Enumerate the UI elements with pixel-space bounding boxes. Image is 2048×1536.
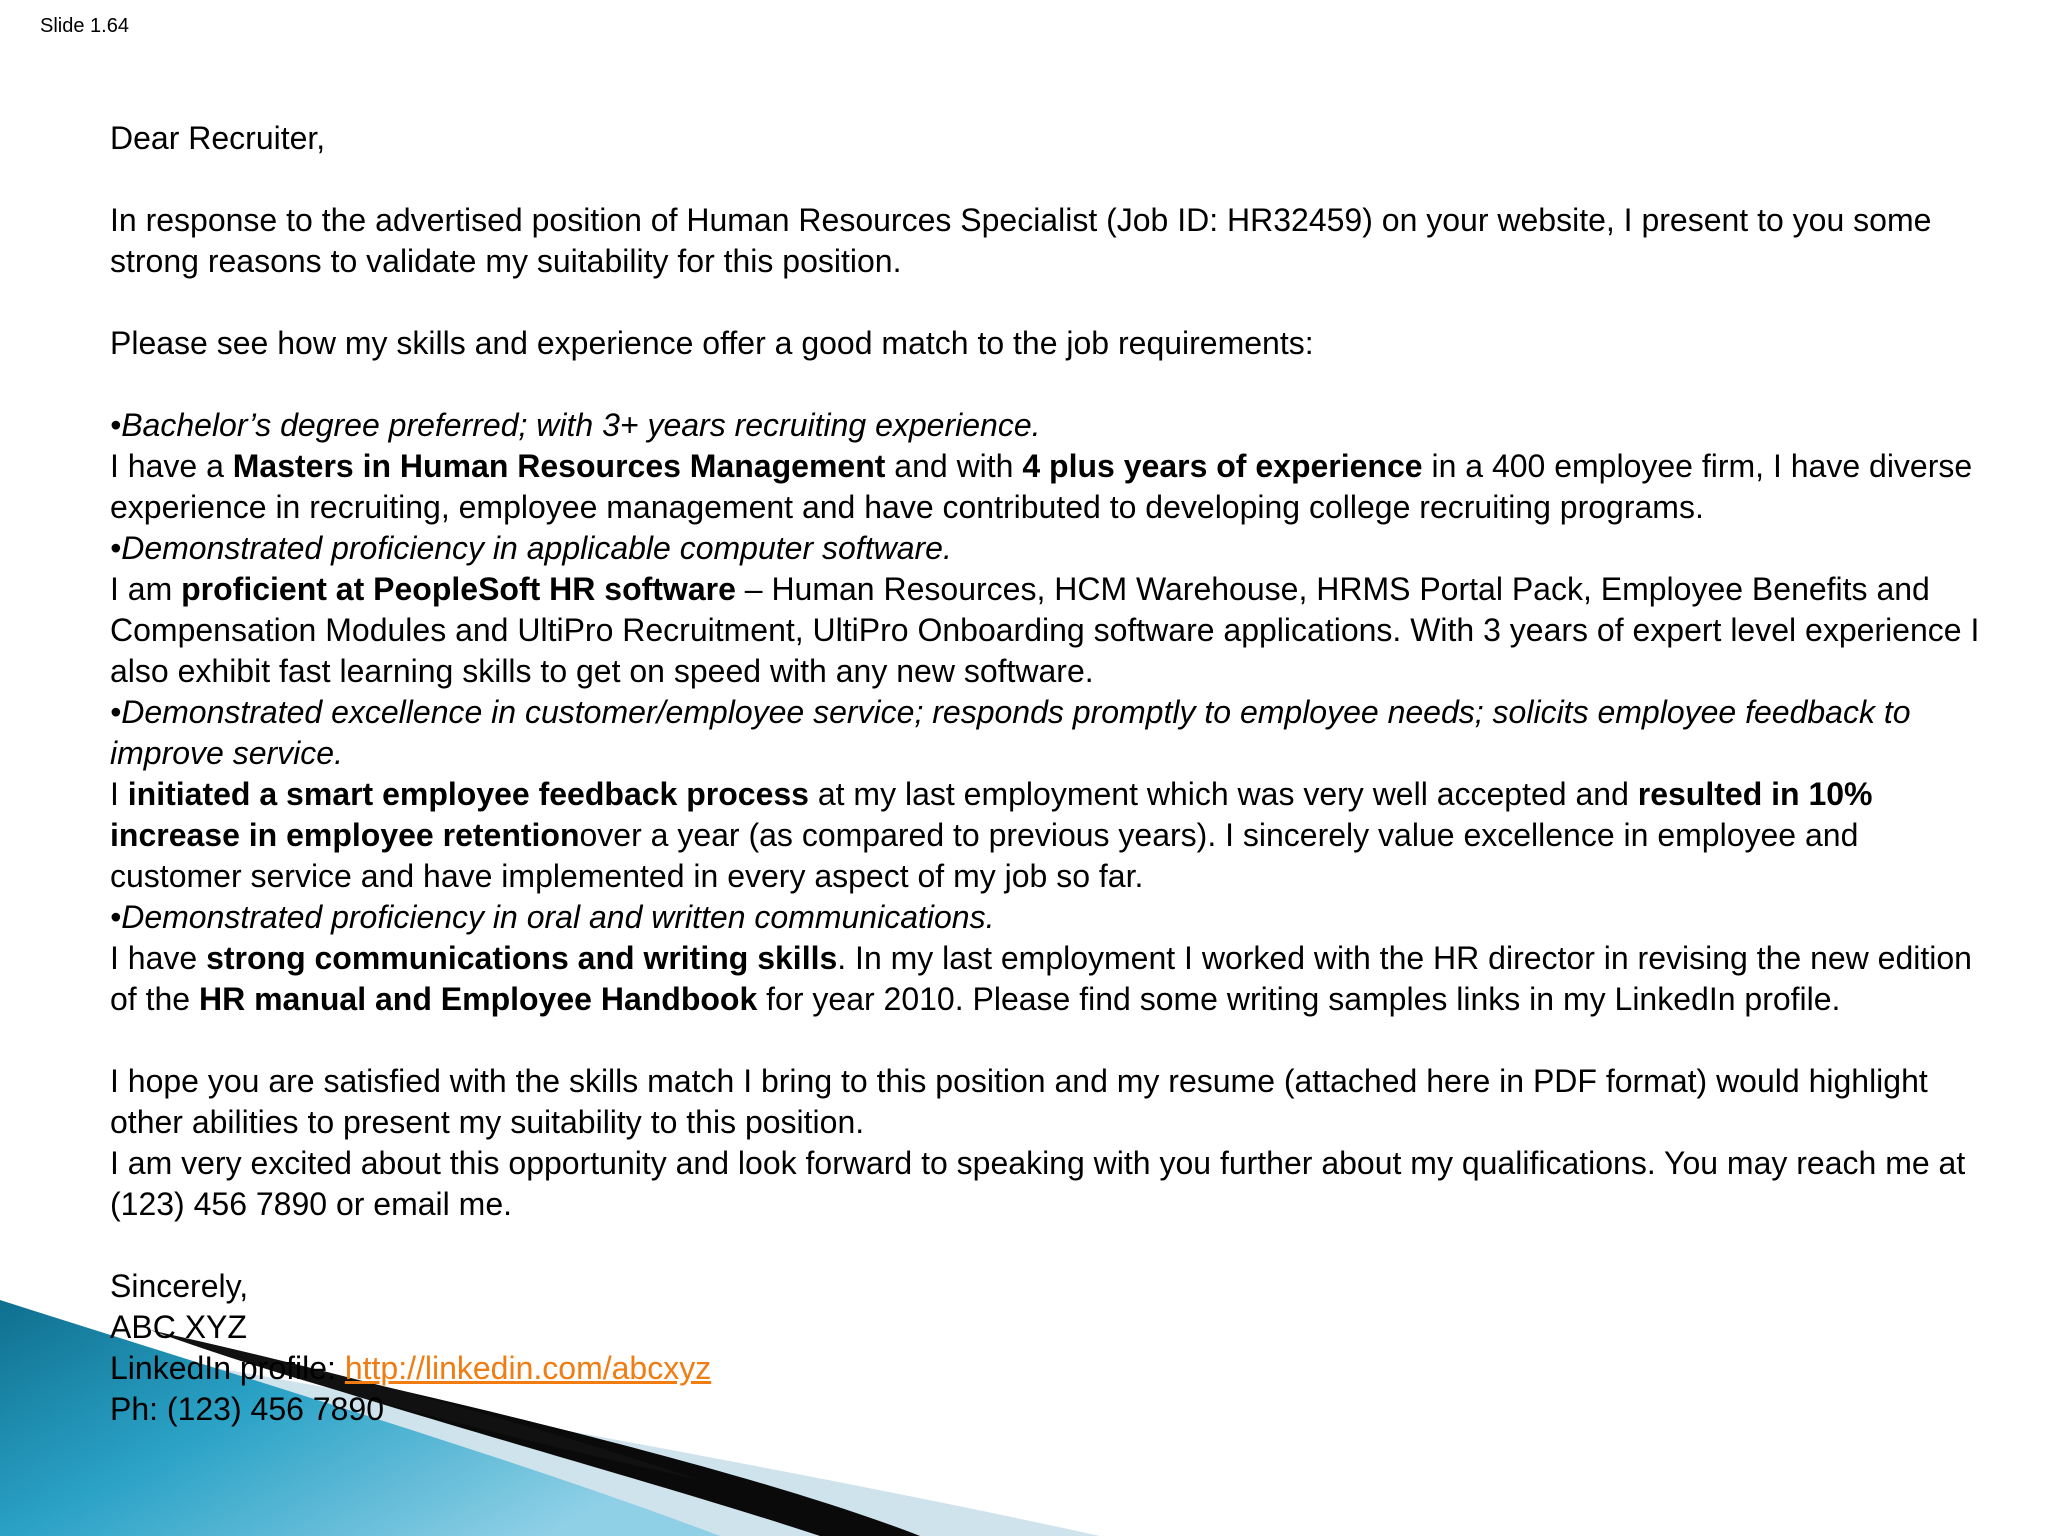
linkedin-label: LinkedIn profile: xyxy=(110,1350,345,1386)
signoff: Sincerely, xyxy=(110,1268,249,1304)
closing-paragraph-2: I am very excited about this opportunity and look forward to speaking with you further about my qualifications. You may reach me at (123) 456 7890 or email me. xyxy=(110,1145,1966,1222)
intro-paragraph: In response to the advertised position of Human Resources Specialist (Job ID: HR32459) on your website, I present to you some strong reasons to validate my suitability for this position. xyxy=(110,202,1932,279)
linkedin-line xyxy=(110,1348,1990,1389)
requirement-4: •Demonstrated proficiency in oral and written communications. xyxy=(110,899,995,935)
requirement-2: •Demonstrated proficiency in applicable computer software. xyxy=(110,530,952,566)
response-1: I have a Masters in Human Resources Management and with 4 plus years of experience in a 400 employee firm, I have diverse experience in recruiting, employee management and have contributed to developing college recruiting programs. xyxy=(110,448,1973,525)
requirement-1: •Bachelor’s degree preferred; with 3+ years recruiting experience. xyxy=(110,407,1041,443)
signer-name: ABC XYZ xyxy=(110,1309,247,1345)
response-4: I have strong communications and writing skills. In my last employment I worked with the HR director in revising the new edition of the HR manual and Employee Handbook for year 2010. Please find some writing samples links in my LinkedIn profile. xyxy=(110,940,1972,1017)
closing-paragraph-1: I hope you are satisfied with the skills match I bring to this position and my resume (attached here in PDF format) would highlight other abilities to present my suitability to this position. xyxy=(110,1063,1928,1140)
slide-number: Slide 1.64 xyxy=(40,15,129,37)
response-3: I initiated a smart employee feedback process at my last employment which was very well accepted and resulted in 10% increase in employee retentionover a year (as compared to previous years). I sincerely value excellence in employee and customer service and have implemented in every aspect of my job so far. xyxy=(110,776,1873,894)
phone-line: Ph: (123) 456 7890 xyxy=(110,1391,384,1427)
response-2: I am proficient at PeopleSoft HR software – Human Resources, HCM Warehouse, HRMS Portal Pack, Employee Benefits and Compensation Modules and UltiPro Recruitment, UltiPro Onboarding software applications. With 3 years of expert level experience I also exhibit fast learning skills to get on speed with any new software. xyxy=(110,571,1980,689)
greeting: Dear Recruiter, xyxy=(110,120,326,156)
cover-letter-body xyxy=(110,118,1990,1430)
linkedin-link[interactable]: http://linkedin.com/abcxyz xyxy=(344,1350,712,1386)
requirement-3: •Demonstrated excellence in customer/employee service; responds promptly to employee needs; solicits employee feedback to improve service. xyxy=(110,694,1911,771)
match-intro: Please see how my skills and experience offer a good match to the job requirements: xyxy=(110,325,1314,361)
